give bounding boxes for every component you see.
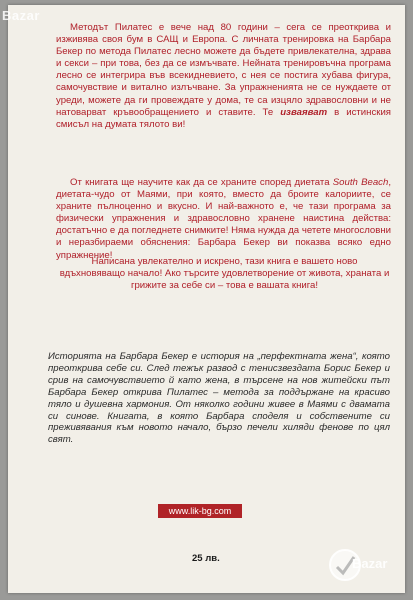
intro-text-2: в истинския смисъл на думата тялото ви! <box>56 106 391 130</box>
diet-text-1: От книгата ще научите как да се храните според диетата <box>70 177 333 188</box>
price-label: 25 лв. <box>192 553 220 564</box>
diet-name: South Beach <box>332 177 389 188</box>
diet-paragraph <box>56 177 391 262</box>
publisher-url-link[interactable]: www.lik-bg.com <box>158 504 242 518</box>
intro-text-1: Методът Пилатес е вече над 80 години – сега се преоткрива и изживява своя бум в САЩ и Европа. С личната тренировка на Барбара Бекер по метода Пилатес лесно можете да бъдете привлекателна, здрава и секси – при това, без да се измъчвате. Нейната тренировъчна програма лесно се интегрира във всекидневието, с нея се постига хубава фигура, самочувствие и витално излъчване. За упражненията не се нуждаете от уреди, можете да ги провеждате у дома, те са изцяло здравословни и не натоварват кръвообращението и ставите. Те <box>56 22 391 118</box>
intro-emphasis: изваяват <box>280 106 328 118</box>
diet-text-2: , диетата-чудо от Маями, при която, вместо да броите калориите, се храните пълноценно и вкусно. И най-важното е, че тази програма за физически упражнения и здравословно хранене наистина действа: достатъчно е да погледнете снимките! Няма нужда да четете многословни и неразбираеми обяснения: Барбара Бекер ви показва всяко едно упражнение! <box>56 177 391 261</box>
watermark-top: Bazar <box>2 8 40 23</box>
closing-paragraph: Написана увлекателно и искрено, тази книга е вашето ново вдъхновяващо начало! Ако търсите удовлетворение от живота, храната и грижите за себе си – това е вашата книга! <box>59 256 390 292</box>
watermark-bottom: Bazar <box>352 556 388 571</box>
author-bio: Историята на Барбара Бекер е история на „перфектната жена“, която преоткрива себе си. След тежък развод с тенисзвездата Борис Бекер и срив на самочувствието й като жена, в търсене на нов житейски път Барбара Бекер открива Пилатес – метода за поддържане на красиво тяло и душевна хармония. От няколко години живее в Маями с двамата си синове. Книгата, в която Барбара споделя и собствените си преживявания към новото начало, бързо печели хиляди фенове по цял свят. <box>48 351 390 446</box>
book-back-cover <box>8 5 405 593</box>
intro-paragraph <box>56 22 391 131</box>
